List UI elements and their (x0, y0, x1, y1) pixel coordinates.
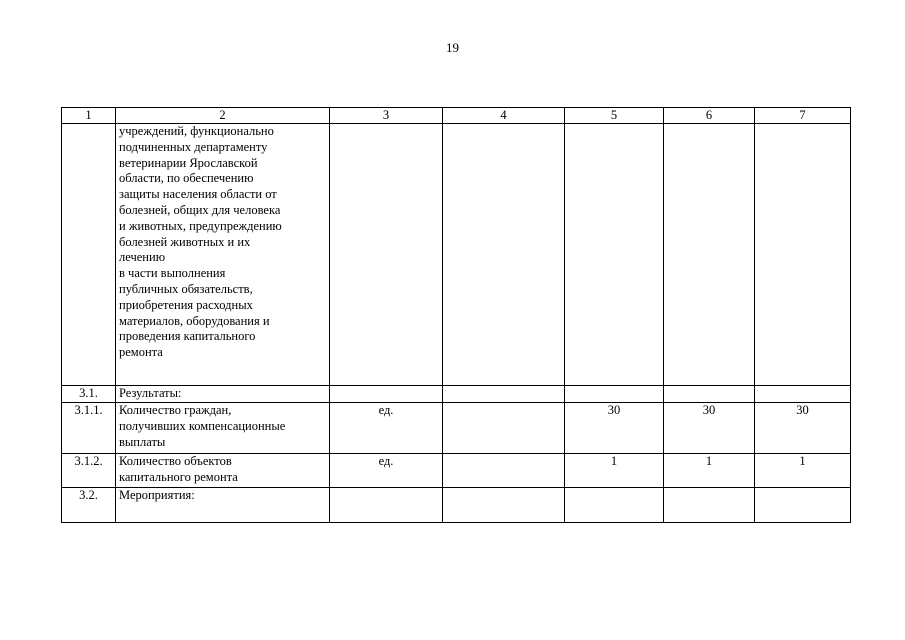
row-unit: ед. (330, 403, 443, 454)
row-col6 (664, 124, 755, 386)
column-header: 1 (62, 108, 116, 124)
column-header: 3 (330, 108, 443, 124)
column-header: 6 (664, 108, 755, 124)
row-name: Количество граждан, получивших компенсационные выплаты (116, 403, 330, 454)
row-col7 (755, 488, 851, 523)
row-number: 3.1.1. (62, 403, 116, 454)
row-col7: 1 (755, 454, 851, 488)
row-col6: 30 (664, 403, 755, 454)
row-number: 3.1.2. (62, 454, 116, 488)
row-col5 (565, 124, 664, 386)
table-row (62, 124, 851, 386)
column-header: 4 (443, 108, 565, 124)
table-row (62, 386, 851, 403)
page-number: 19 (446, 40, 459, 55)
row-number: 3.1. (62, 386, 116, 403)
table-row (62, 403, 851, 454)
row-name: Количество объектов капитального ремонта (116, 454, 330, 488)
table-row (62, 454, 851, 488)
row-name: учреждений, функционально подчиненных департаменту ветеринарии Ярославской области, по обеспечению защиты населения области от болезней, общих для человека и животных, предупреждению болезней животных и их лечению в части выполнения публичных обязательств, приобретения расходных материалов, оборудования и проведения капитального ремонта (116, 124, 330, 386)
row-col4 (443, 403, 565, 454)
row-col7: 30 (755, 403, 851, 454)
row-col5 (565, 386, 664, 403)
row-number: 3.2. (62, 488, 116, 523)
row-unit (330, 488, 443, 523)
column-header: 7 (755, 108, 851, 124)
row-col4 (443, 124, 565, 386)
row-col4 (443, 454, 565, 488)
column-header: 2 (116, 108, 330, 124)
row-name: Мероприятия: (116, 488, 330, 523)
row-col5 (565, 488, 664, 523)
row-col7 (755, 124, 851, 386)
table-header-row (62, 108, 851, 124)
column-header: 5 (565, 108, 664, 124)
row-name: Результаты: (116, 386, 330, 403)
table-row (62, 488, 851, 523)
row-col6 (664, 386, 755, 403)
program-table (61, 107, 851, 523)
row-col4 (443, 488, 565, 523)
row-col4 (443, 386, 565, 403)
row-col5: 1 (565, 454, 664, 488)
row-col6: 1 (664, 454, 755, 488)
row-unit (330, 124, 443, 386)
row-col6 (664, 488, 755, 523)
row-number (62, 124, 116, 386)
row-unit: ед. (330, 454, 443, 488)
row-col7 (755, 386, 851, 403)
row-unit (330, 386, 443, 403)
row-col5: 30 (565, 403, 664, 454)
